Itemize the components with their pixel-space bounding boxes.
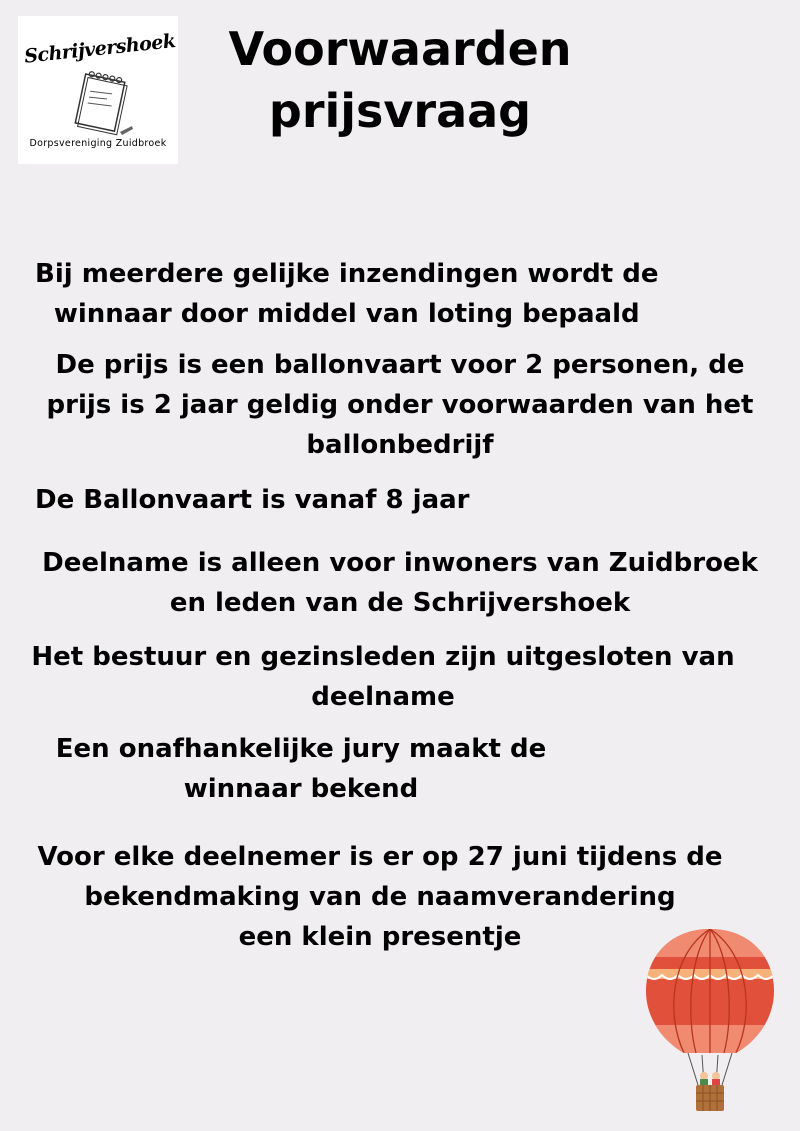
rule-line: De prijs is een ballonvaart voor 2 personen, de [55,350,745,380]
rule-line: Een onafhankelijke jury maakt de [55,734,547,764]
logo-subtitle: Dorpsvereniging Zuidbroek [29,138,167,149]
rule-prize [24,345,776,465]
rule-eligibility [20,543,780,623]
rule-line: deelname [311,682,455,712]
rule-line: Voor elke deelnemer is er op 27 juni tijdens de [37,842,723,872]
hot-air-balloon-icon [640,925,780,1120]
rule-line: prijs is 2 jaar geldig onder voorwaarden van het [46,390,754,420]
rule-line: winnaar bekend [183,774,419,804]
rule-jury [35,729,567,809]
page-title [200,18,600,142]
rule-minimum-age [35,480,469,520]
rule-line: ballonbedrijf [306,430,494,460]
notepad-pencil-icon [70,68,134,138]
rule-line: Het bestuur en gezinsleden zijn uitgesloten van [31,642,735,672]
title-line: Voorwaarden [228,22,572,76]
rule-line: Bij meerdere gelijke inzendingen wordt de [35,259,659,289]
rule-board-excluded [16,637,750,717]
title-line: prijsvraag [268,84,532,138]
logo-title: Schrijvershoek [23,30,177,68]
logo [18,16,178,164]
rule-line: Deelname is alleen voor inwoners van Zuidbroek [42,548,758,578]
rule-line: De Ballonvaart is vanaf 8 jaar [35,485,470,515]
rule-line: winnaar door middel van loting bepaald [53,299,640,329]
rule-line: een klein presentje [238,922,522,952]
rule-participant-gift [30,837,730,957]
rule-line: bekendmaking van de naamverandering [84,882,676,912]
rule-line: en leden van de Schrijvershoek [169,588,631,618]
rule-tie-lottery [35,254,658,334]
